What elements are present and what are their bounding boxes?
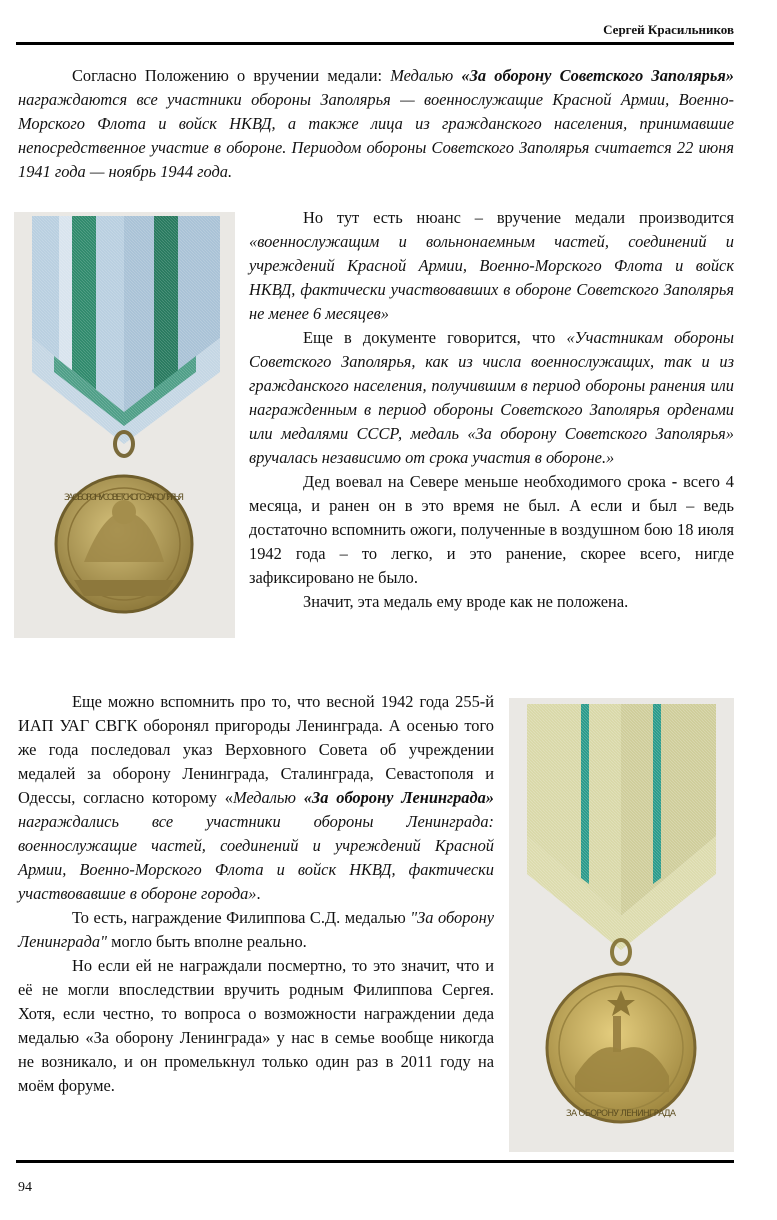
right-p1-text: Но тут есть нюанс – вручение медали производится (303, 208, 734, 227)
right-p2-text: Еще в документе говорится, что (303, 328, 567, 347)
right-paragraph-2 (249, 326, 734, 470)
right-paragraph-3 (249, 470, 734, 590)
page-header (16, 20, 734, 45)
medal-arctic-illustration (14, 212, 235, 638)
left-paragraph-3 (18, 954, 494, 1098)
medal-leningrad-photo (509, 698, 734, 1152)
intro-text: Согласно Положению о вручении медали: (72, 66, 391, 85)
right-paragraph-1 (249, 206, 734, 326)
right-p3-dash: - (671, 472, 678, 491)
intro-italic-2: награждаются все участники обороны Заполярья — военнослужащие Красной Армии, Военно-Морского Флота и войск НКВД, а также лица из гражданского населения, принимавшие непосредственное участие в обороне. Периодом обороны Советского Заполярья считается 22 июня 1941 года — ноябрь 1944 года. (18, 90, 734, 181)
left-p2-italic: "За оборону Ленинграда" (18, 908, 494, 951)
medal-leningrad-illustration (509, 698, 734, 1152)
page-number: 94 (18, 1180, 32, 1195)
right-p1-quote: «военнослужащим и вольнонаемным частей, соединений и учреждений Красной Армии, Военно-Морского Флота и войск НКВД, фактически участвовавших в обороне Советского Заполярья не менее 6 месяцев» (249, 232, 734, 323)
right-p3-text-a: Дед воевал на Севере меньше необходимого срока (303, 472, 672, 491)
left-p2-text: То есть, награждение Филиппова С.Д. медалью (72, 908, 411, 927)
right-p2-quote: «Участникам обороны Советского Заполярья, как из числа военнослужащих, так и из гражданского населения, получившим в период обороны ранения или награжденным в период обороны Советского Заполярья орденами или медалями СССР, медаль «За оборону Советского Заполярья» вручалась независимо от срока участия в обороне.» (249, 328, 734, 467)
right-column-text (249, 206, 734, 614)
medal-arctic-photo (14, 212, 235, 638)
right-p3-text-b: всего 4 месяца, и ранен он в это время не был. А если и был – ведь достаточно вспомнить ожоги, полученные в воздушном бою 18 июля 1942 года – то легко, и это ранение, скорее всего, нигде зафиксировано не было. (249, 472, 735, 587)
intro-italic-1: Медалью (390, 66, 462, 85)
left-p1-italic-1: Медалью (232, 788, 304, 807)
left-paragraph-2 (18, 906, 494, 954)
page-footer-rule (16, 1160, 734, 1163)
medal-arctic-inscription: ЗА ОБОРОНУ СОВЕТСКОГО ЗАПОЛЯРЬЯ (64, 493, 184, 503)
left-p3-text: Но если ей не награждали посмертно, то это значит, что и её не могли впоследствии вручить родным Филиппова Сергея. Хотя, если честно, то вопроса о возможности награждении деда медалью «За оборону Ленинграда» у нас в семье вообще никогда не возникало, и он промелькнул только один раз в 2011 году на моём форуме. (18, 956, 494, 1095)
right-p4-text: Значит, эта медаль ему вроде как не положена. (303, 592, 629, 611)
right-paragraph-4 (249, 590, 734, 614)
left-p1-medal-name: «За оборону Ленинграда» (303, 788, 494, 807)
medal-leningrad-inscription: ЗА ОБОРОНУ ЛЕНИНГРАДА (566, 1109, 676, 1119)
left-p2-end: могло быть вполне реально. (107, 932, 307, 951)
left-column-text (18, 690, 494, 1098)
left-p1-italic-2: награждались все участники обороны Ленинграда: военнослужащие частей, соединений и учреждений Красной Армии, Военно-Морского Флота и войск НКВД, фактически участвовавшие в обороне города» (18, 812, 494, 903)
header-author: Сергей Красильников (603, 22, 734, 37)
left-p1-end: . (256, 884, 261, 903)
intro-paragraph (18, 64, 734, 184)
left-p1-text: Еще можно вспомнить про то, что весной 1942 года 255-й ИАП УАГ СВГК оборонял пригороды Ленинграда. А осенью того же года последовал указ Верховного Совета об учреждении медалей за оборону Ленинграда, Сталинграда, Севастополя и Одессы, согласно которому « (18, 692, 494, 807)
intro-medal-name: «За оборону Советского Заполярья» (461, 66, 734, 85)
left-paragraph-1 (18, 690, 494, 906)
